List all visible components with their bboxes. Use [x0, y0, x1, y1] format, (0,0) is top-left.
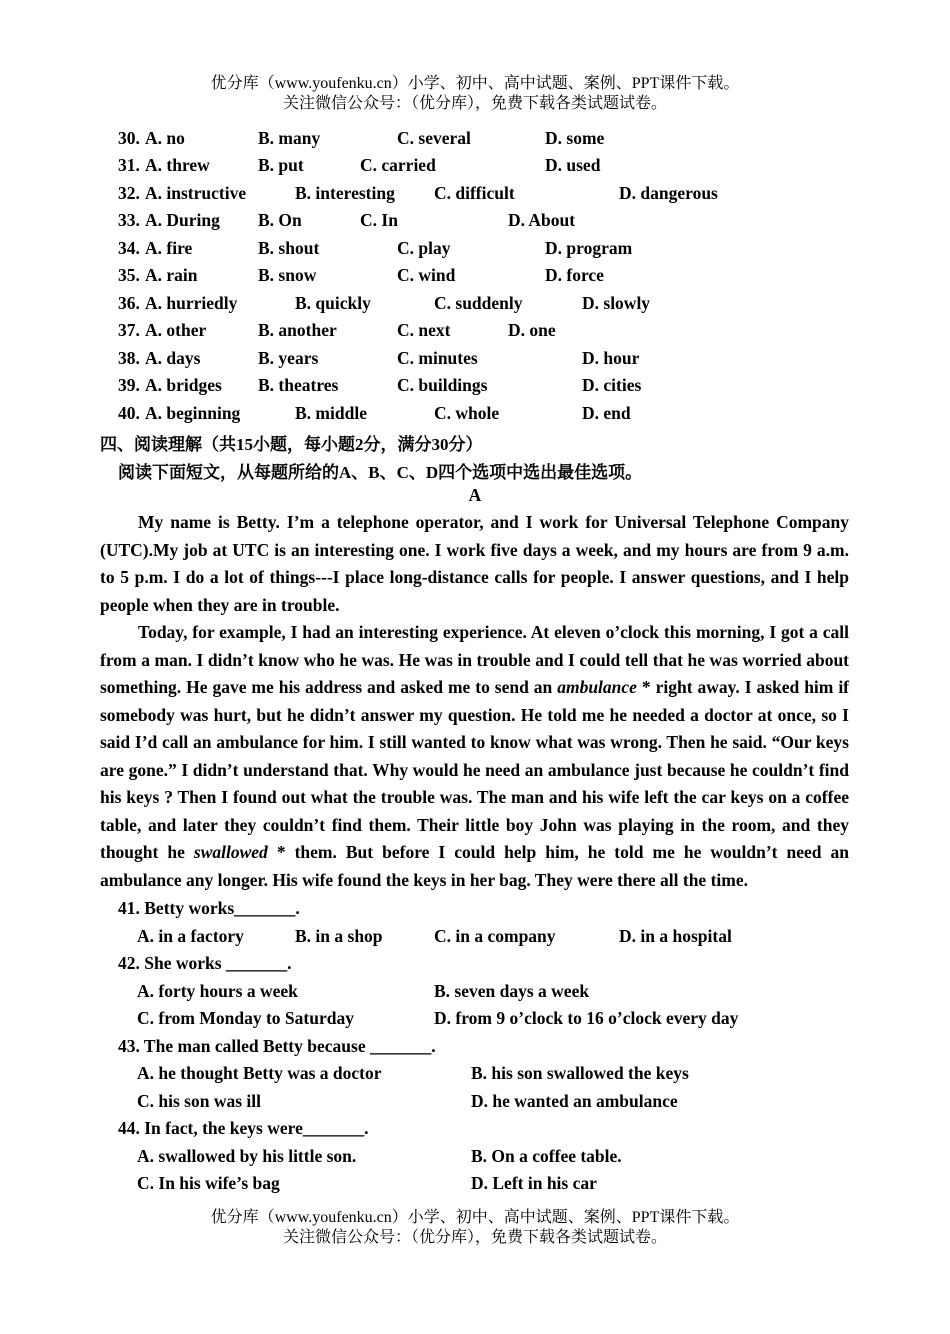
section-title: 四、阅读理解（共15小题，每小题2分，满分30分） — [100, 435, 483, 454]
option-c: C. play — [397, 238, 451, 258]
option-b: B. middle — [295, 403, 367, 423]
passage-paragraph-2: Today, for example, I had an interesting experience. At eleven o’clock this morning, I got a call from a man. I didn’t know who he was. He was in trouble and I could tell that he was worried about something. He gave me his address and asked me to send an ambulance * right away. I asked him if somebody was hurt, but he didn’t answer my question. He told me he needed a doctor at once, so I said I’d call an ambulance for him. I still wanted to know what was wrong. Then he said. “Our keys are gone.” I didn’t understand that. Why would he need an ambulance just because he couldn’t find his keys ? Then I found out what the trouble was. The man and his wife left the car keys on a coffee table, and later they couldn’t find them. Their little boy John was playing in the room, and they thought he swallowed * them. But before I could help him, he told me he wouldn’t need an ambulance any longer. His wife found the keys in her bag. They were there all the time. — [100, 622, 850, 890]
question-number: 39. — [118, 375, 140, 395]
option-d: D. cities — [582, 375, 642, 395]
option-c: C. In — [360, 210, 398, 230]
option-c: C. minutes — [397, 348, 478, 368]
option-c: C. his son was ill — [137, 1091, 261, 1111]
option-b: B. in a shop — [295, 926, 383, 946]
option-b: B. years — [258, 348, 319, 368]
option-c: C. several — [397, 128, 471, 148]
option-a: A. in a factory — [137, 926, 244, 946]
option-a: A. During — [145, 210, 220, 230]
option-b: B. shout — [258, 238, 320, 258]
option-b: B. put — [258, 155, 304, 175]
option-c: C. wind — [397, 265, 456, 285]
option-d: D. in a hospital — [619, 926, 732, 946]
option-b: B. On a coffee table. — [471, 1146, 622, 1166]
option-a: A. rain — [145, 265, 198, 285]
option-d: D. one — [508, 320, 556, 340]
option-d: D. end — [582, 403, 631, 423]
option-c: C. whole — [434, 403, 500, 423]
option-d: D. force — [545, 265, 604, 285]
option-b: B. his son swallowed the keys — [471, 1063, 689, 1083]
option-c: C. suddenly — [434, 293, 523, 313]
option-d: D. used — [545, 155, 601, 175]
option-a: A. hurriedly — [145, 293, 238, 313]
question-number: 38. — [118, 348, 140, 368]
header-line-1: 优分库（www.youfenku.cn）小学、初中、高中试题、案例、PPT课件下载。 — [210, 75, 740, 92]
option-a: A. he thought Betty was a doctor — [137, 1063, 382, 1083]
footer-line-2: 关注微信公众号：（优分库），免费下载各类试题试卷。 — [282, 1229, 667, 1246]
option-d: D. dangerous — [619, 183, 718, 203]
option-d: D. some — [545, 128, 605, 148]
question-number: 32. — [118, 183, 140, 203]
option-d: D. About — [508, 210, 576, 230]
question-number: 37. — [118, 320, 140, 340]
option-b: B. another — [258, 320, 337, 340]
option-a: A. fire — [145, 238, 193, 258]
passage-paragraph-1: My name is Betty. I’m a telephone operator, and I work for Universal Telephone Company (UTC).My job at UTC is an interesting one. I work five days a week, and my hours are from 9 a.m. to 5 p.m. I do a lot of things---I place long-distance calls for people. I answer questions, and I help people when they are in trouble. — [100, 512, 849, 615]
question-number: 40. — [118, 403, 140, 423]
option-c: C. buildings — [397, 375, 488, 395]
option-a: A. forty hours a week — [137, 981, 298, 1001]
option-b: B. many — [258, 128, 321, 148]
option-a: A. other — [145, 320, 207, 340]
option-b: B. quickly — [295, 293, 371, 313]
option-b: B. On — [258, 210, 302, 230]
option-a: A. beginning — [145, 403, 241, 423]
question-number: 33. — [118, 210, 140, 230]
option-d: D. slowly — [582, 293, 651, 313]
question-44-stem: 44. In fact, the keys were_______. — [118, 1118, 369, 1138]
question-number: 36. — [118, 293, 140, 313]
option-c: C. carried — [360, 155, 436, 175]
option-b: B. seven days a week — [434, 981, 590, 1001]
option-d: D. he wanted an ambulance — [471, 1091, 678, 1111]
option-c: C. difficult — [434, 183, 515, 203]
option-c: C. in a company — [434, 926, 556, 946]
option-a: A. threw — [145, 155, 210, 175]
italic-word-swallowed: swallowed — [193, 842, 268, 862]
header-line-2: 关注微信公众号：（优分库），免费下载各类试题试卷。 — [282, 95, 667, 112]
question-41-stem: 41. Betty works_______. — [118, 898, 300, 918]
option-c: C. In his wife’s bag — [137, 1173, 280, 1193]
option-b: B. interesting — [295, 183, 395, 203]
option-b: B. theatres — [258, 375, 339, 395]
option-c: C. from Monday to Saturday — [137, 1008, 354, 1028]
question-number: 34. — [118, 238, 140, 258]
option-d: D. program — [545, 238, 633, 258]
option-a: A. instructive — [145, 183, 247, 203]
option-c: C. next — [397, 320, 451, 340]
option-d: D. Left in his car — [471, 1173, 597, 1193]
italic-word-ambulance: ambulance — [557, 677, 637, 697]
question-43-stem: 43. The man called Betty because _______. — [118, 1036, 436, 1056]
section-instruction: 阅读下面短文，从每题所给的A、B、C、D四个选项中选出最佳选项。 — [118, 463, 643, 482]
option-a: A. days — [145, 348, 201, 368]
question-number: 31. — [118, 155, 140, 175]
option-b: B. snow — [258, 265, 317, 285]
option-d: D. from 9 o’clock to 16 o’clock every day — [434, 1008, 739, 1028]
option-d: D. hour — [582, 348, 640, 368]
question-number: 35. — [118, 265, 140, 285]
passage-label: A — [468, 485, 482, 505]
option-a: A. swallowed by his little son. — [137, 1146, 357, 1166]
option-a: A. bridges — [145, 375, 222, 395]
option-a: A. no — [145, 128, 185, 148]
question-number: 30. — [118, 128, 140, 148]
footer-line-1: 优分库（www.youfenku.cn）小学、初中、高中试题、案例、PPT课件下载。 — [210, 1209, 740, 1226]
question-42-stem: 42. She works _______. — [118, 953, 292, 973]
